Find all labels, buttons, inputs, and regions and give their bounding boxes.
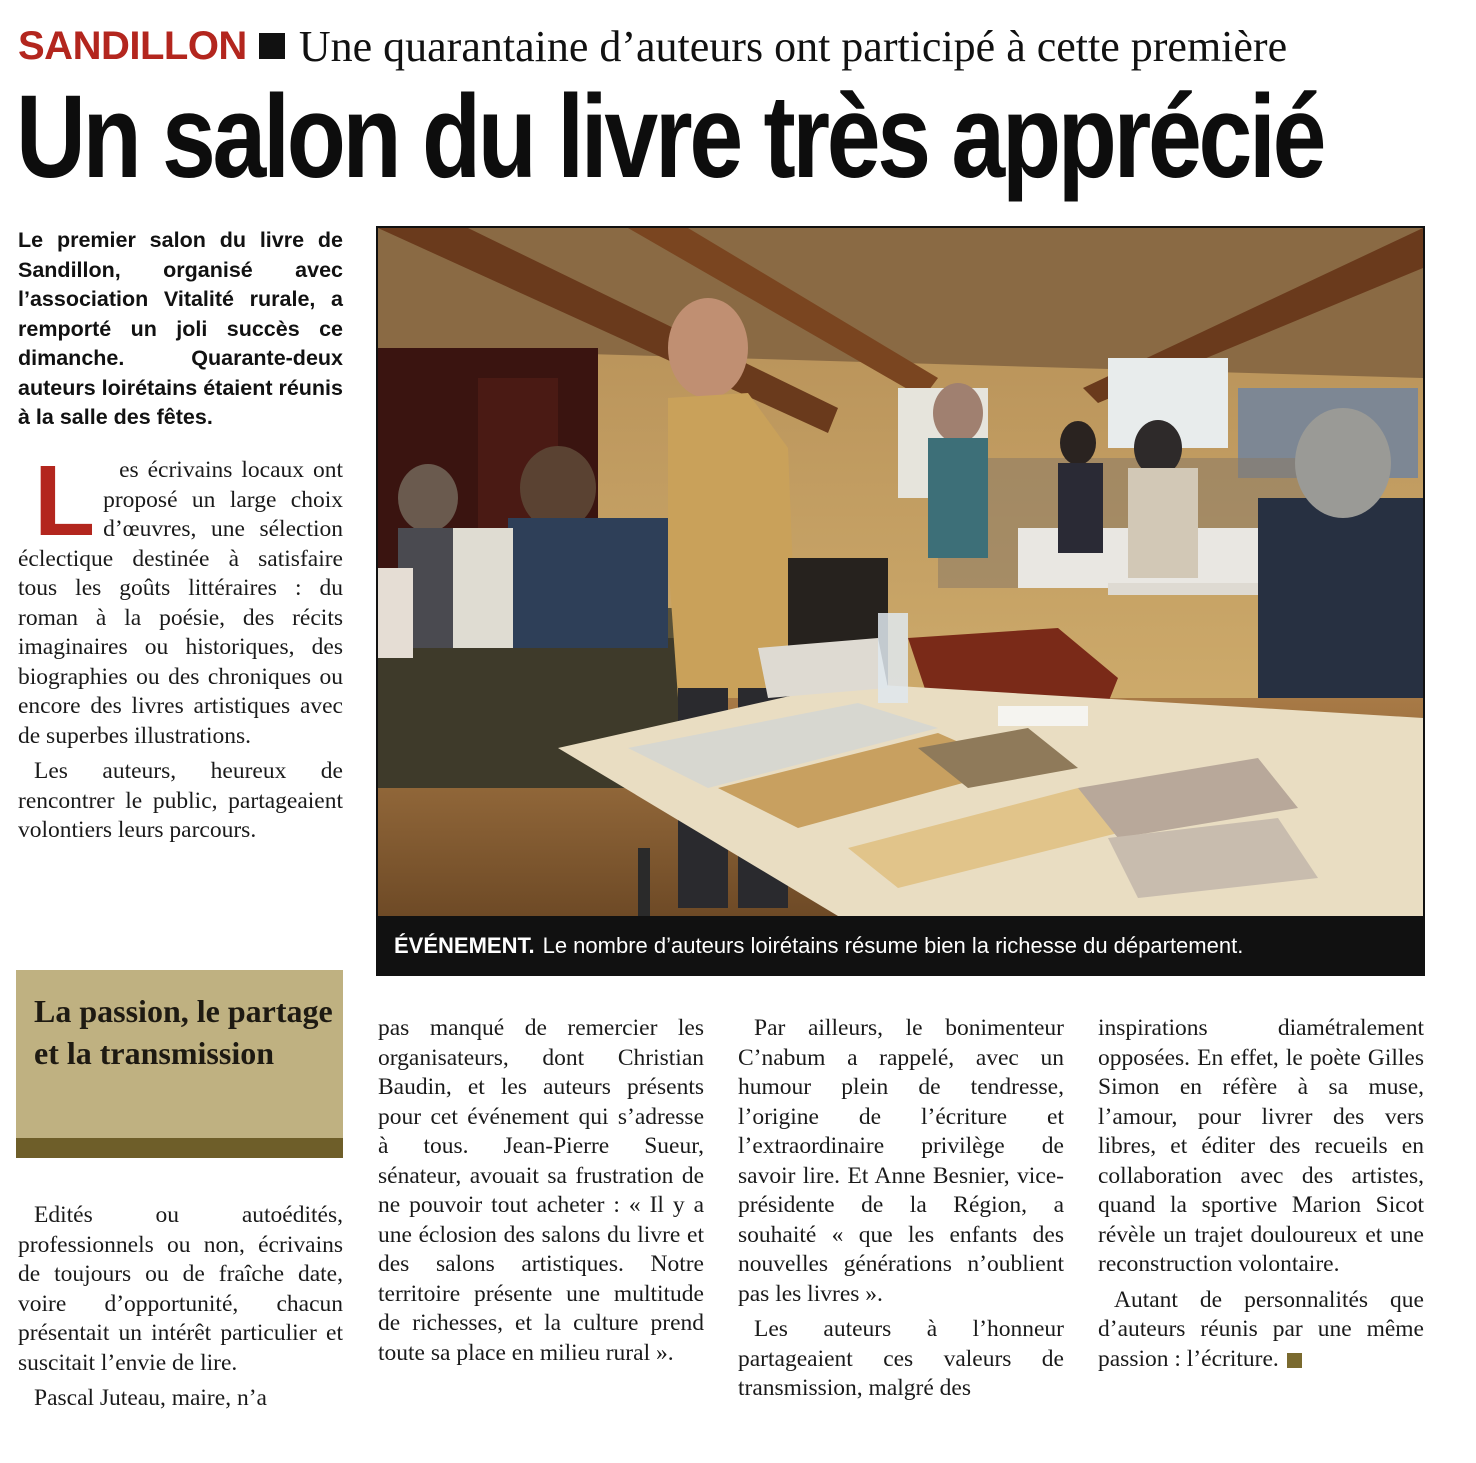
dropcap: L: [34, 445, 96, 557]
photo-frame: [376, 226, 1425, 976]
lead-column: [18, 445, 343, 846]
column-1: [18, 1201, 343, 1414]
lead-paragraph-2: Les auteurs, heureux de rencontrer le public, partageaient volontiers leurs parcours.: [18, 758, 343, 843]
kicker-deck: Une quarantaine d’auteurs ont participé à cette première: [298, 21, 1288, 71]
column-2-paragraph-1: pas manqué de remercier les organisateurs, dont Christian Baudin, et les auteurs présents pour cet événement qui s’adresse à tous. Jean-Pierre Sueur, sénateur, avouait sa frustration de ne pouvoir tout acheter : « Il y a une éclosion des salons du livre et des salons artistiques. Notre territoire présente une multitude de richesses, et la culture prend toute sa place en milieu rural ».: [378, 1015, 704, 1366]
column-3: [738, 1014, 1064, 1404]
kicker: [18, 18, 1458, 74]
intertitle-box: [16, 970, 343, 1158]
column-2: [378, 1014, 704, 1368]
caption-text: Le nombre d’auteurs loirétains résume bien la richesse du département.: [542, 933, 1244, 958]
column-4-paragraph-2: [1098, 1286, 1424, 1375]
intertitle: La passion, le partage et la transmission: [34, 993, 333, 1071]
lead-paragraph-1: [18, 445, 343, 751]
chapo: Le premier salon du livre de Sandillon, organisé avec l’association Vitalité rurale, a remporté un joli succès ce dimanche. Quarante-deux auteurs loirétains étaient réunis à la salle des fêtes.: [18, 228, 343, 429]
kicker-square: [259, 33, 285, 59]
column-3-paragraph-1: Par ailleurs, le bonimenteur C’nabum a rappelé, avec un humour plein de tendresse, l’origine de l’écriture et l’extraordinaire privilège de savoir lire. Et Anne Besnier, vice-présidente de la Région, a souhaité « que les enfants des nouvelles générations n’oublient pas les livres ».: [738, 1015, 1064, 1307]
caption-label: ÉVÉNEMENT.: [394, 933, 535, 958]
column-4-paragraph-2-text: Autant de personnalités que d’auteurs réunis par une même passion : l’écriture.: [1098, 1286, 1424, 1372]
event-photo-illustration: [378, 228, 1423, 916]
lead-paragraph-1-text: es écrivains locaux ont proposé un large choix d’œuvres, une sélection éclectique destinée à satisfaire tous les goûts littéraires : du roman à la poésie, des récits imaginaires ou historiques, des biographies ou des chroniques ou encore des livres artistiques avec de superbes illustrations.: [18, 457, 343, 749]
kicker-place: SANDILLON: [18, 23, 247, 68]
column-4: [1098, 1014, 1424, 1374]
column-1-paragraph-1: Edités ou autoédités, professionnels ou non, écrivains de toujours ou de fraîche date, voire d’opportunité, chacun présentait un intérêt particulier et suscitait l’envie de lire.: [18, 1202, 343, 1376]
photo-caption: [376, 916, 1425, 976]
headline: Un salon du livre très apprécié: [16, 71, 1324, 203]
event-photo: [378, 228, 1423, 916]
column-4-paragraph-1: inspirations diamétralement opposées. En effet, le poète Gilles Simon en réfère à sa muse, l’amour, pour livrer des vers libres, et éditer des recueils en collaboration avec des artistes, quand la sportive Marion Sicot révèle un trajet douloureux et une reconstruction volontaire.: [1098, 1015, 1424, 1277]
end-mark: [1287, 1353, 1302, 1368]
column-1-paragraph-2: Pascal Juteau, maire, n’a: [34, 1385, 267, 1411]
intertitle-bar: [16, 1138, 343, 1158]
column-3-paragraph-2: Les auteurs à l’honneur partageaient ces valeurs de transmission, malgré des: [738, 1316, 1064, 1401]
